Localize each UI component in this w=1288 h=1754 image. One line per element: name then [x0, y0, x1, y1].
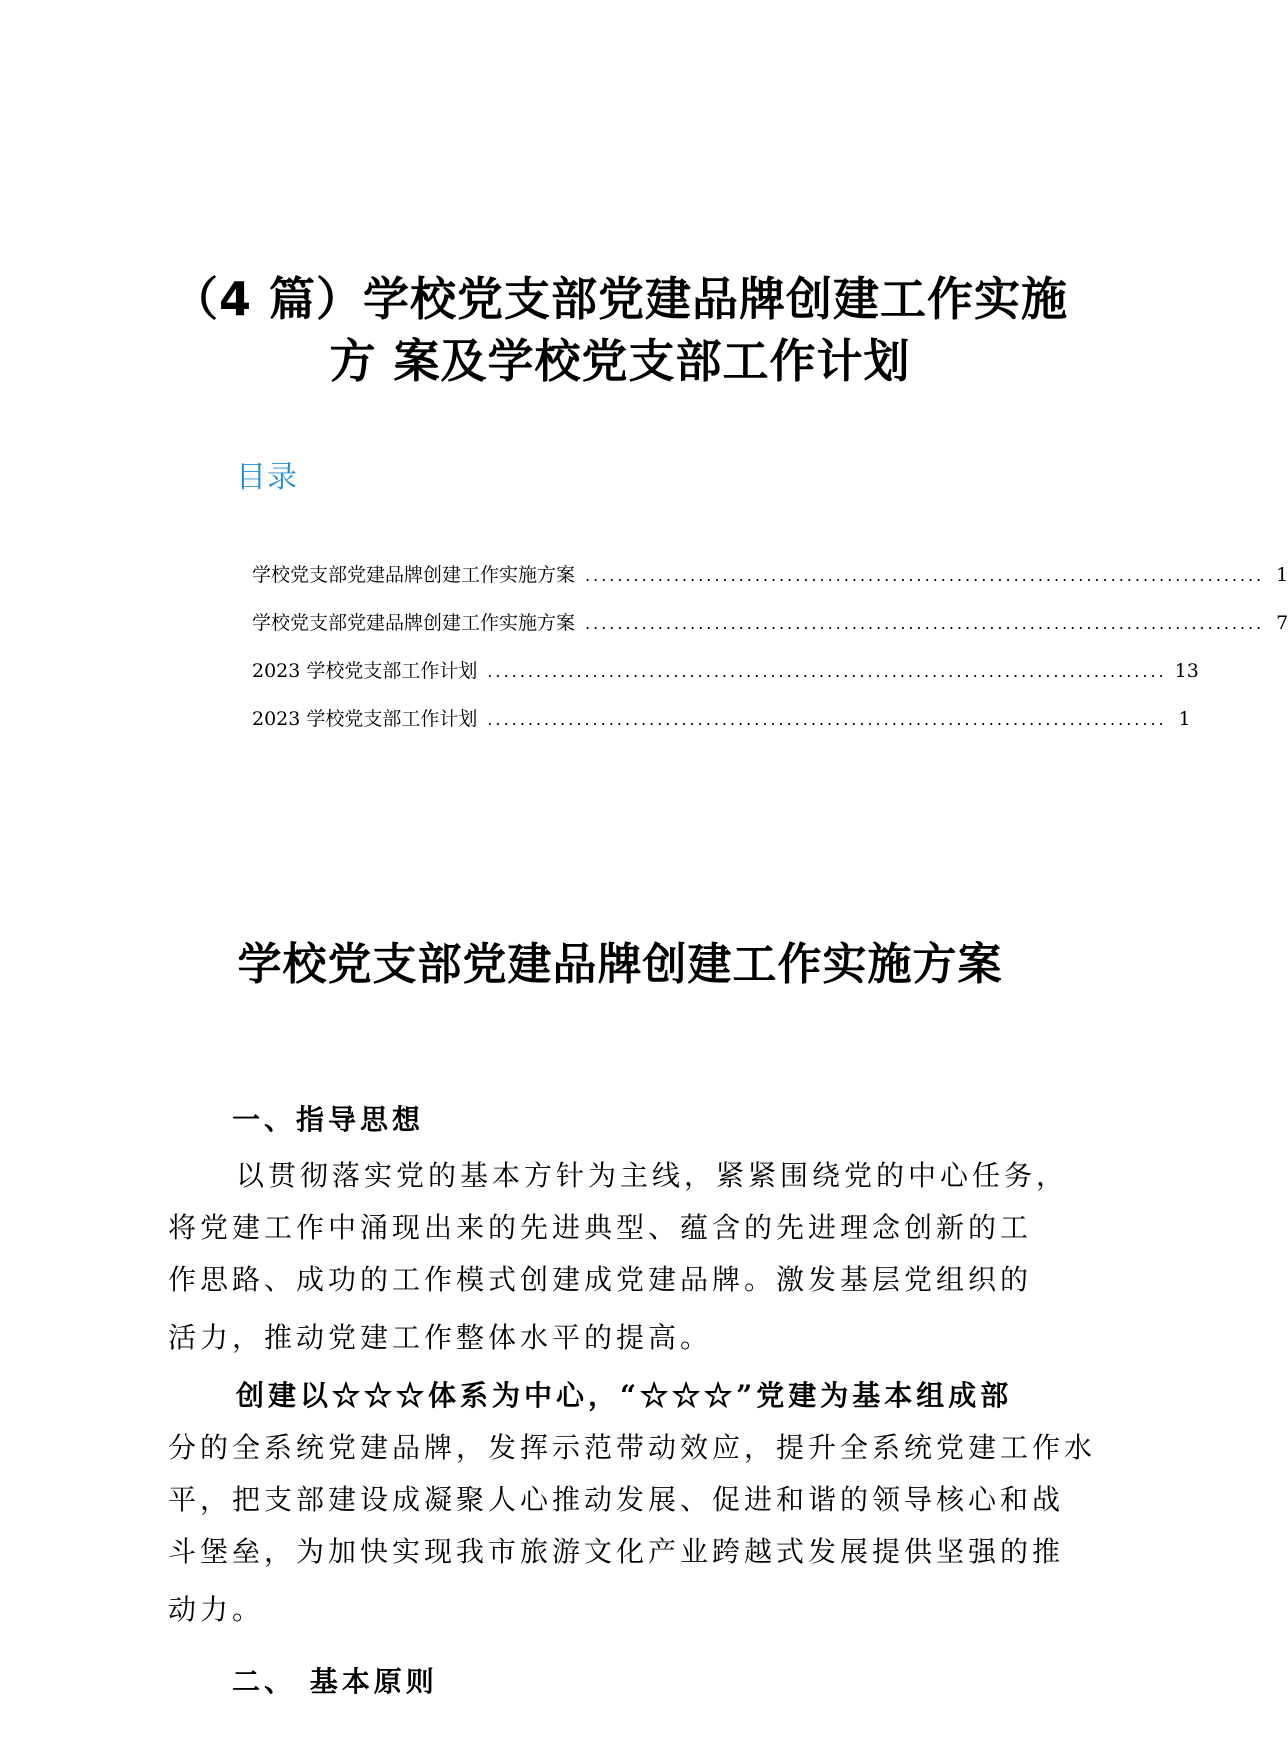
toc-leader-dots: .................................................................................... — [585, 614, 1265, 633]
title-line-2: 方 案及学校党支部工作计划 — [329, 334, 911, 388]
paragraph-line: 将党建工作中涌现出来的先进典型、蕴含的先进理念创新的工 — [168, 1211, 1033, 1244]
toc-entry[interactable] — [252, 560, 1288, 608]
toc-entry[interactable] — [252, 656, 1199, 704]
heading-basic-principles: 二、 基本原则 — [232, 1665, 438, 1698]
toc-entry[interactable] — [252, 608, 1288, 656]
toc-leader-dots: .................................................................................... — [487, 662, 1167, 681]
paragraph-brand-goal — [168, 1370, 1097, 1636]
paragraph-guiding-ideology — [168, 1150, 1078, 1364]
paragraph-line: 平，把支部建设成凝聚人心推动发展、促进和谐的领导核心和战 — [168, 1483, 1065, 1516]
paragraph-line: 以贯彻落实党的基本方针为主线，紧紧围绕党的中心任务， — [236, 1159, 1069, 1192]
paragraph-line: 动力。 — [168, 1593, 265, 1626]
section-title: 学校党支部党建品牌创建工作实施方案 — [237, 939, 1003, 990]
table-of-contents — [252, 560, 1288, 752]
toc-entry-label: 2023 学校党支部工作计划 — [252, 708, 478, 730]
toc-entry-label: 2023 学校党支部工作计划 — [252, 660, 478, 682]
toc-entry-page: 7 — [1276, 612, 1288, 634]
toc-leader-dots: .................................................................................... — [487, 710, 1167, 729]
toc-entry-page: 1 — [1178, 708, 1191, 730]
toc-entry-label: 学校党支部党建品牌创建工作实施方案 — [252, 612, 576, 634]
toc-entry-label: 学校党支部党建品牌创建工作实施方案 — [252, 564, 576, 586]
document-title — [150, 268, 1090, 392]
paragraph-line: 斗堡垒，为加快实现我市旅游文化产业跨越式发展提供坚强的推 — [168, 1535, 1065, 1568]
toc-leader-dots: .................................................................................... — [585, 566, 1265, 585]
paragraph-line: 活力，推动党建工作整体水平的提高。 — [168, 1321, 713, 1354]
paragraph-line-bold: 创建以☆☆☆体系为中心，“☆☆☆”党建为基本组成部 — [236, 1379, 1013, 1412]
title-line-1: （4 篇）学校党支部党建品牌创建工作实施 — [171, 272, 1069, 326]
paragraph-line: 分的全系统党建品牌，发挥示范带动效应，提升全系统党建工作水 — [168, 1431, 1097, 1464]
toc-entry-page: 1 — [1276, 564, 1288, 586]
toc-entry[interactable] — [252, 704, 1191, 752]
toc-heading: 目录 — [236, 460, 298, 495]
heading-guiding-ideology: 一、指导思想 — [232, 1103, 425, 1136]
paragraph-line: 作思路、成功的工作模式创建成党建品牌。激发基层党组织的 — [168, 1263, 1033, 1296]
toc-entry-page: 13 — [1174, 660, 1199, 682]
